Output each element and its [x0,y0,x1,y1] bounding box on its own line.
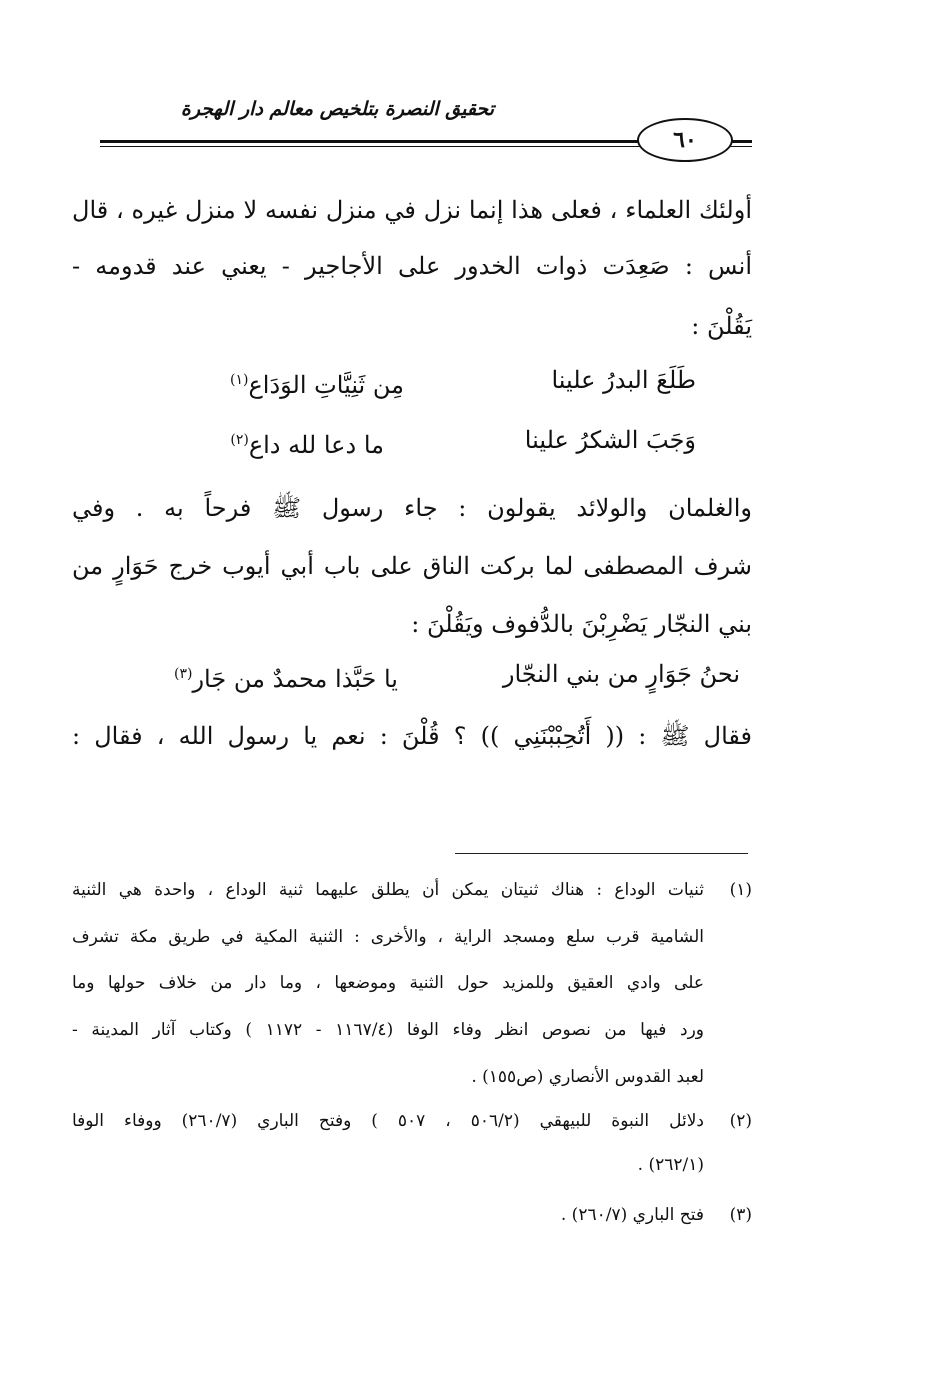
footnote-1-line-5: لعبد القدوس الأنصاري (ص١٥٥) . [471,1067,704,1087]
footnote-ref-1: (١) [230,372,249,388]
body-line-6: بني النجّار يَضْرِبْنَ بالدُّفوف ويَقُلْنَ : [411,610,752,638]
verse-2-second-hemistich [230,420,384,465]
footnote-ref-2: (٢) [230,432,249,448]
body-line-4: والغلمان والولائد يقولون : جاء رسول ﷺ فرحاً به . وفي [72,494,752,522]
footnote-separator [455,853,748,854]
running-header-title: تحقيق النصرة بتلخيص معالم دار الهجرة [180,98,494,120]
verse-1-first-hemistich: طَلَعَ البدرُ علينا [551,366,696,394]
verse-2-second-text: ما دعا لله داع [248,431,384,459]
footnote-2-number: (٢) [729,1111,752,1131]
verse-2-first-hemistich: وَجَبَ الشكرُ علينا [524,426,696,454]
page-number [637,118,733,162]
footnote-3-number: (٣) [729,1205,752,1225]
verse-3-first-hemistich: نحنُ جَوَارٍ من بني النجّار [502,660,740,688]
footnote-2-line-1: دلائل النبوة للبيهقي (٥٠٦/٢ ، ٥٠٧ ) وفتح الباري (٢٦٠/٧) ووفاء الوفا [72,1111,704,1131]
footnote-1-line-1: ثنيات الوداع : هناك ثنيتان يمكن أن يطلق عليهما ثنية الوداع ، واحدة هي الثنية [72,880,704,900]
footnote-1-line-2: الشامية قرب سلع ومسجد الراية ، والأخرى : الثنية المكية في طريق مكة تشرف [72,927,705,947]
page-number-text: ٦٠ [673,127,697,153]
footnote-1-line-3: على وادي العقيق وللمزيد حول الثنية وموضعها ، وما دار من خلاف حولها وما [72,973,704,993]
verse-3-second-text: يا حَبَّذا محمدٌ من جَار [192,665,398,693]
body-line-7: فقال ﷺ : (( أَتُحِبْبْنَنِي )) ؟ قُلْنَ : نعم يا رسول الله ، فقال : [72,722,752,750]
footnote-1-number: (١) [729,880,752,900]
footnote-ref-3: (٣) [173,666,193,682]
footnote-3-line-1: فتح الباري (٢٦٠/٧) . [560,1205,704,1225]
footnote-2-line-2: (٢٦٢/١) . [637,1155,704,1175]
verse-1-second-hemistich [230,360,404,405]
body-line-2: أنس : صَعِدَت ذوات الخدور على الأجاجير - يعني عند قدومه - [72,252,752,280]
body-line-3: يَقُلْنَ : [691,312,752,340]
footnote-1-line-4: ورد فيها من نصوص انظر وفاء الوفا (١١٦٧/٤ - ١١٧٢ ) وكتاب آثار المدينة - [72,1020,704,1040]
body-line-1: أولئك العلماء ، فعلى هذا إنما نزل في منزل نفسه لا منزل غيره ، قال [72,196,752,224]
verse-1-second-text: مِن ثَنِيَّاتِ الوَدَاع [248,371,404,399]
verse-3-second-hemistich [174,654,398,699]
body-line-5: شرف المصطفى لما بركت الناق على باب أبي أيوب خرج حَوَارٍ من [72,552,752,580]
